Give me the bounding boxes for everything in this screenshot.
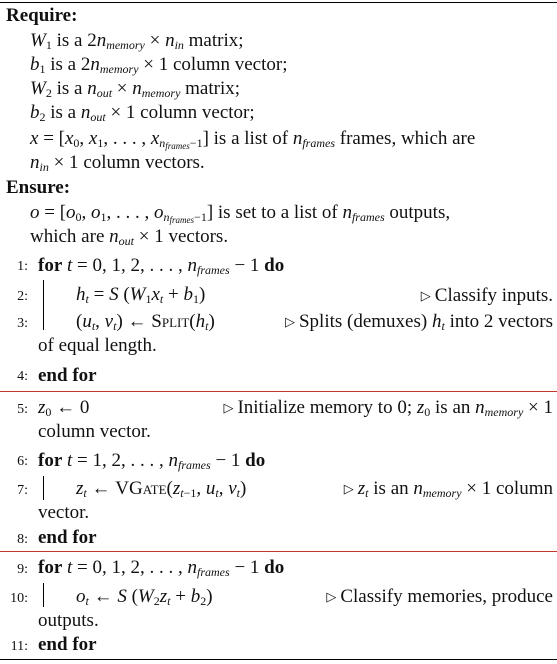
require-line-x-cont: $n_{in} \times 1$ column vectors. xyxy=(30,152,205,174)
line-number-9: 9: xyxy=(17,562,28,577)
comment-classify-memories-cont: outputs. xyxy=(38,610,99,631)
line-number-10: 10: xyxy=(10,591,28,606)
triangle-icon: ▷ xyxy=(326,589,337,604)
end-for-2: end for xyxy=(38,527,97,548)
top-rule xyxy=(0,2,557,3)
ensure-line-o-cont: which are $n_{out} \times 1$ vectors. xyxy=(30,226,229,248)
line-number-4: 4: xyxy=(17,369,28,384)
separator-1 xyxy=(0,391,557,392)
line-number-2: 2: xyxy=(17,289,28,304)
for-loop-1: for t = 0, 1, 2, . . . , $n_{frames} - 1$ do xyxy=(38,255,285,277)
triangle-icon: ▷ xyxy=(284,314,295,329)
comment-split: ▷ Splits (demuxes) $h_t$ into 2 vectors xyxy=(284,311,553,333)
step-init: $z_0$ ← 0 xyxy=(38,397,90,419)
step-split: ($u_t$, $v_t$) ← $Split(h_t)$ xyxy=(76,311,215,333)
step-ot: $o_t$ ← S $(W_2z_t + b_2)$ xyxy=(76,586,213,608)
comment-init-cont: column vector. xyxy=(38,421,151,442)
triangle-icon: ▷ xyxy=(223,400,234,415)
comment-vgate-cont: vector. xyxy=(38,502,90,523)
triangle-icon: ▷ xyxy=(343,481,354,496)
comment-init: ▷ Initialize memory to 0; $z_0$ is an $n_{memory} \times 1$ xyxy=(223,397,553,419)
line-number-5: 5: xyxy=(17,402,28,417)
line-number-7: 7: xyxy=(17,483,28,498)
step-vgate: $z_t$ ← $VGate(z_{t-1}$, $u_t$, $v_t$) xyxy=(76,478,247,500)
comment-vgate: ▷ $z_t$ is an $n_{memory} \times 1$ column xyxy=(343,478,553,500)
line-number-11: 11: xyxy=(10,639,28,654)
bottom-rule xyxy=(0,659,557,660)
require-line-b1: $b_1$ is a $2n_{memory} \times 1$ column vector; xyxy=(30,54,288,76)
require-line-w1: $W_1$ is a $2n_{memory} \times n_{in}$ matrix; xyxy=(30,30,244,52)
line-number-3: 3: xyxy=(17,316,28,331)
end-for-3: end for xyxy=(38,634,97,655)
step-ht: $h_t = S$ $(W_1x_t + b_1)$ xyxy=(76,284,206,306)
for-loop-2: for t = 1, 2, . . . , $n_{frames} - 1$ do xyxy=(38,450,266,472)
separator-2 xyxy=(0,551,557,552)
line-number-6: 6: xyxy=(17,454,28,469)
comment-classify-inputs: ▷ Classify inputs. xyxy=(420,285,553,306)
for-loop-3: for t = 0, 1, 2, . . . , $n_{frames} - 1$ do xyxy=(38,557,285,579)
comment-classify-memories: ▷ Classify memories, produce xyxy=(326,586,553,607)
triangle-icon: ▷ xyxy=(420,288,431,303)
comment-split-cont: of equal length. xyxy=(38,335,157,356)
require-label: Require: xyxy=(6,5,78,26)
end-for-1: end for xyxy=(38,365,97,386)
ensure-line-o: $o = [o_0$, $o_1$, . . . , $o_{n_{frames}-1}$] is set to a list of $n_{frames}$ outputs, xyxy=(30,202,451,225)
line-number-8: 8: xyxy=(17,532,28,547)
ensure-label: Ensure: xyxy=(6,177,71,198)
require-line-w2: $W_2$ is a $n_{out} \times n_{memory}$ matrix; xyxy=(30,78,241,100)
require-line-x: $x = [x_0$, $x_1$, . . . , $x_{n_{frames}-1}$] is a list of $n_{frames}$ frames, which are xyxy=(30,128,476,151)
require-line-b2: $b_2$ is a $n_{out} \times 1$ column vector; xyxy=(30,102,255,124)
line-number-1: 1: xyxy=(17,259,28,274)
